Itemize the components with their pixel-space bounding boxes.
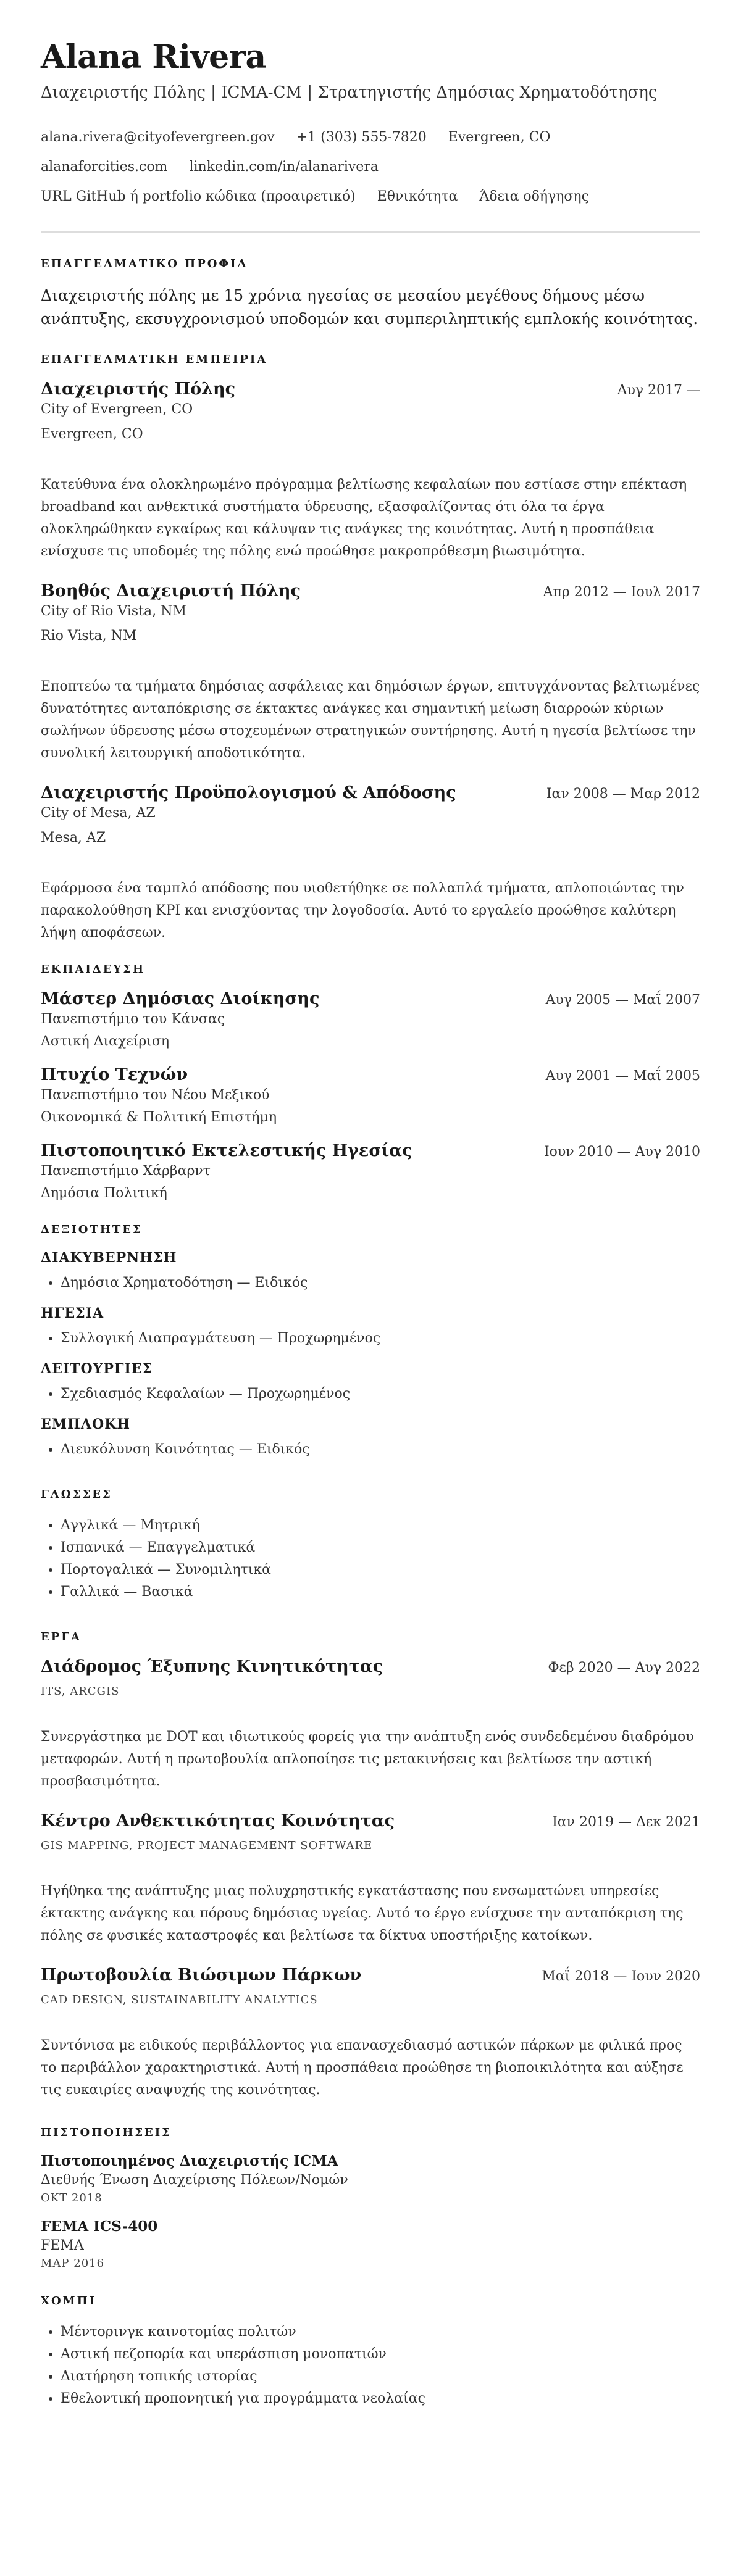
school-name: Πανεπιστήμιο του Νέου Μεξικού bbox=[41, 1087, 270, 1103]
field-of-study: Αστική Διαχείριση bbox=[41, 1034, 170, 1050]
skill-item: • Συλλογική Διαπραγμάτευση — Προχωρημένος bbox=[61, 1327, 700, 1350]
project-name: Κέντρο Ανθεκτικότητας Κοινότητας bbox=[41, 1811, 395, 1831]
project-name: Πρωτοβουλία Βιώσιμων Πάρκων bbox=[41, 1966, 362, 1985]
experience-section-title: ΕΠΑΓΓΕΛΜΑΤΙΚΗ ΕΜΠΕΙΡΙΑ bbox=[41, 353, 268, 367]
project-dates: Ιαν 2019 — Δεκ 2021 bbox=[552, 1814, 700, 1830]
projects-section-title: ΕΡΓΑ bbox=[41, 1631, 82, 1644]
education-entry bbox=[41, 1065, 700, 1129]
candidate-name: Alana Rivera bbox=[41, 38, 266, 76]
skill-item: • Δημόσια Χρηματοδότηση — Ειδικός bbox=[61, 1272, 700, 1294]
certifications-section-title: ΠΙΣΤΟΠΟΙΗΣΕΙΣ bbox=[41, 2126, 172, 2140]
project-description: Συντόνισα με ειδικούς περιβάλλοντος για επανασχεδιασμό αστικών πάρκων με φιλικά προς το περιβάλλον χαρακτηριστικά. Αυτή η προσπάθεια προώθησε τη βιοποικιλότητα και αύξησε τις ευκαιρίες αναψυχής της κοινότητας. bbox=[41, 2038, 684, 2098]
project-name: Διάδρομος Έξυπνης Κινητικότητας bbox=[41, 1657, 383, 1677]
skill-list bbox=[41, 1272, 700, 1294]
education-section-title: ΕΚΠΑΙΔΕΥΣΗ bbox=[41, 963, 146, 976]
language-list bbox=[41, 1514, 700, 1603]
header-divider bbox=[41, 231, 700, 233]
project-technologies: ITS, ARCGIS bbox=[41, 1685, 120, 1698]
skill-list bbox=[41, 1383, 700, 1405]
certification-name: FEMA ICS-400 bbox=[41, 2218, 158, 2235]
project-dates: Φεβ 2020 — Αυγ 2022 bbox=[548, 1660, 700, 1676]
certification-issuer: FEMA bbox=[41, 2238, 84, 2254]
degree-title: Πιστοποιητικό Εκτελεστικής Ηγεσίας bbox=[41, 1141, 412, 1161]
skill-category: ΕΜΠΛΟΚΗ bbox=[41, 1416, 131, 1433]
project-technologies: GIS MAPPING, PROJECT MANAGEMENT SOFTWARE bbox=[41, 1839, 373, 1853]
job-dates: Απρ 2012 — Ιουλ 2017 bbox=[543, 584, 700, 600]
contact-portfolio[interactable]: URL GitHub ή portfolio κώδικα (προαιρετικό) bbox=[41, 189, 356, 205]
language-item: • Πορτογαλικά — Συνομιλητικά bbox=[61, 1559, 700, 1581]
hobby-item: • Διατήρηση τοπικής ιστορίας bbox=[61, 2366, 700, 2388]
experience-entry bbox=[41, 380, 700, 563]
job-dates: Ιαν 2008 — Μαρ 2012 bbox=[546, 786, 700, 802]
hobby-item: • Εθελοντική προπονητική για προγράμματα νεολαίας bbox=[61, 2388, 700, 2410]
job-title: Διαχειριστής Πόλης bbox=[41, 380, 236, 399]
field-of-study: Δημόσια Πολιτική bbox=[41, 1186, 167, 1202]
skill-category: ΔΙΑΚΥΒΕΡΝΗΣΗ bbox=[41, 1250, 177, 1266]
job-location: Evergreen, CO bbox=[41, 426, 143, 442]
education-entry bbox=[41, 989, 700, 1053]
certification-entry bbox=[41, 2218, 700, 2270]
job-description: Εποπτεύω τα τμήματα δημόσιας ασφάλειας και δημόσιων έργων, επιτυγχάνοντας βελτιωμένες δυνατότητες ανταπόκρισης σε έκτακτες ανάγκες και σημαντική μείωση διαρροών κύριων σωλήνων ύδρευσης μέσω στοχευμένων στρατηγικών συντήρησης. Αυτή η ηγεσία βελτίωσε την συνολική λειτουργική αποδοτικότητα. bbox=[41, 679, 700, 762]
field-of-study: Οικονομικά & Πολιτική Επιστήμη bbox=[41, 1110, 277, 1126]
certification-date: ΜΑΡ 2016 bbox=[41, 2257, 105, 2271]
contact-email[interactable]: alana.rivera@cityofevergreen.gov bbox=[41, 130, 275, 146]
degree-dates: Αυγ 2005 — Μαΐ 2007 bbox=[545, 992, 700, 1008]
skill-list bbox=[41, 1327, 700, 1350]
project-technologies: CAD DESIGN, SUSTAINABILITY ANALYTICS bbox=[41, 1993, 318, 2007]
project-entry bbox=[41, 1966, 700, 2101]
contact-license: Άδεια οδήγησης bbox=[479, 189, 589, 205]
contact-location: Evergreen, CO bbox=[448, 130, 551, 146]
skills-section-title: ΔΕΞΙΟΤΗΤΕΣ bbox=[41, 1223, 143, 1237]
certification-issuer: Διεθνής Ένωση Διαχείρισης Πόλεων/Νομών bbox=[41, 2172, 348, 2188]
project-entry bbox=[41, 1811, 700, 1947]
certification-entry bbox=[41, 2153, 700, 2204]
skill-list bbox=[41, 1439, 700, 1461]
job-organization: City of Rio Vista, NM bbox=[41, 604, 186, 620]
contact-info bbox=[41, 123, 700, 212]
degree-title: Μάστερ Δημόσιας Διοίκησης bbox=[41, 989, 320, 1009]
contact-linkedin[interactable]: linkedin.com/in/alanarivera bbox=[189, 159, 379, 175]
education-entry bbox=[41, 1141, 700, 1205]
contact-website[interactable]: alanaforcities.com bbox=[41, 159, 168, 175]
project-dates: Μαΐ 2018 — Ιουν 2020 bbox=[542, 1969, 700, 1985]
job-location: Mesa, AZ bbox=[41, 830, 106, 846]
skill-category: ΗΓΕΣΙΑ bbox=[41, 1305, 104, 1322]
languages-section-title: ΓΛΩΣΣΕΣ bbox=[41, 1488, 112, 1502]
hobbies-section-title: ΧΟΜΠΙ bbox=[41, 2295, 96, 2308]
contact-nationality: Εθνικότητα bbox=[377, 189, 458, 205]
hobby-list bbox=[41, 2321, 700, 2410]
experience-entry bbox=[41, 581, 700, 765]
certification-date: ΟΚΤ 2018 bbox=[41, 2192, 103, 2205]
project-description: Συνεργάστηκα με DOT και ιδιωτικούς φορείς για την ανάπτυξη ενός συνδεδεμένου διαδρόμου μεταφορών. Αυτή η πρωτοβουλία απλοποίησε τις μετακινήσεις και βελτίωσε την αστική προσβασιμότητα. bbox=[41, 1729, 694, 1790]
contact-phone[interactable]: +1 (303) 555-7820 bbox=[296, 130, 427, 146]
language-item: • Αγγλικά — Μητρική bbox=[61, 1514, 700, 1537]
job-title: Διαχειριστής Προϋπολογισμού & Απόδοσης bbox=[41, 783, 456, 803]
degree-dates: Αυγ 2001 — Μαΐ 2005 bbox=[545, 1068, 700, 1084]
skill-item: • Σχεδιασμός Κεφαλαίων — Προχωρημένος bbox=[61, 1383, 700, 1405]
job-organization: City of Mesa, AZ bbox=[41, 805, 156, 821]
job-location: Rio Vista, NM bbox=[41, 628, 137, 644]
hobby-item: • Αστική πεζοπορία και υπεράσπιση μονοπατιών bbox=[61, 2343, 700, 2366]
profile-section-title: ΕΠΑΓΓΕΛΜΑΤΙΚΟ ΠΡΟΦΙΛ bbox=[41, 257, 248, 271]
skill-item: • Διευκόλυνση Κοινότητας — Ειδικός bbox=[61, 1439, 700, 1461]
candidate-subtitle: Διαχειριστής Πόλης | ICMA-CM | Στρατηγιστής Δημόσιας Χρηματοδότησης bbox=[41, 83, 658, 102]
job-description: Κατεύθυνα ένα ολοκληρωμένο πρόγραμμα βελτίωσης κεφαλαίων που εστίασε στην επέκταση broadband και ανθεκτικά συστήματα ύδρευσης, εξασφαλίζοντας ότι όλα τα έργα ολοκληρώθηκαν εγκαίρως και κάλυψαν τις ανάγκες της κοινότητας. Αυτή η προσπάθεια ενίσχυσε τις υποδομές της πόλης ενώ προώθησε μακροπρόθεσμη βιωσιμότητα. bbox=[41, 477, 687, 560]
hobby-item: • Μέντορινγκ καινοτομίας πολιτών bbox=[61, 2321, 700, 2343]
skill-category: ΛΕΙΤΟΥΡΓΙΕΣ bbox=[41, 1361, 153, 1377]
project-description: Ηγήθηκα της ανάπτυξης μιας πολυχρηστικής εγκατάστασης που ενσωματώνει υπηρεσίες έκτακτης ανάγκης και πόρους δημόσιας υγείας. Αυτό το έργο ενίσχυσε την ανταπόκριση της πόλης σε φυσικές καταστροφές και βελτίωσε τα δίκτυα υποστήριξης κατοίκων. bbox=[41, 1884, 684, 1944]
school-name: Πανεπιστήμιο του Κάνσας bbox=[41, 1012, 225, 1028]
language-item: • Ισπανικά — Επαγγελματικά bbox=[61, 1537, 700, 1559]
degree-dates: Ιουν 2010 — Αυγ 2010 bbox=[543, 1144, 700, 1160]
project-entry bbox=[41, 1657, 700, 1793]
language-item: • Γαλλικά — Βασικά bbox=[61, 1581, 700, 1603]
certification-name: Πιστοποιημένος Διαχειριστής ICMA bbox=[41, 2153, 338, 2170]
profile-summary: Διαχειριστής πόλης με 15 χρόνια ηγεσίας σε μεσαίου μεγέθους δήμους μέσω ανάπτυξης, εκσυγχρονισμού υποδομών και συμπεριληπτικής εμπλοκής κοινότητας. bbox=[41, 286, 698, 328]
job-organization: City of Evergreen, CO bbox=[41, 402, 193, 418]
job-dates: Αυγ 2017 — bbox=[617, 383, 700, 399]
job-title: Βοηθός Διαχειριστή Πόλης bbox=[41, 581, 301, 601]
school-name: Πανεπιστήμιο Χάρβαρντ bbox=[41, 1163, 211, 1179]
job-description: Εφάρμοσα ένα ταμπλό απόδοσης που υιοθετήθηκε σε πολλαπλά τμήματα, απλοποιώντας την παρακολούθηση KPI και ενισχύοντας την λογοδοσία. Αυτό το εργαλείο προώθησε καλύτερη λήψη αποφάσεων. bbox=[41, 881, 684, 941]
experience-entry bbox=[41, 783, 700, 944]
degree-title: Πτυχίο Τεχνών bbox=[41, 1065, 188, 1085]
